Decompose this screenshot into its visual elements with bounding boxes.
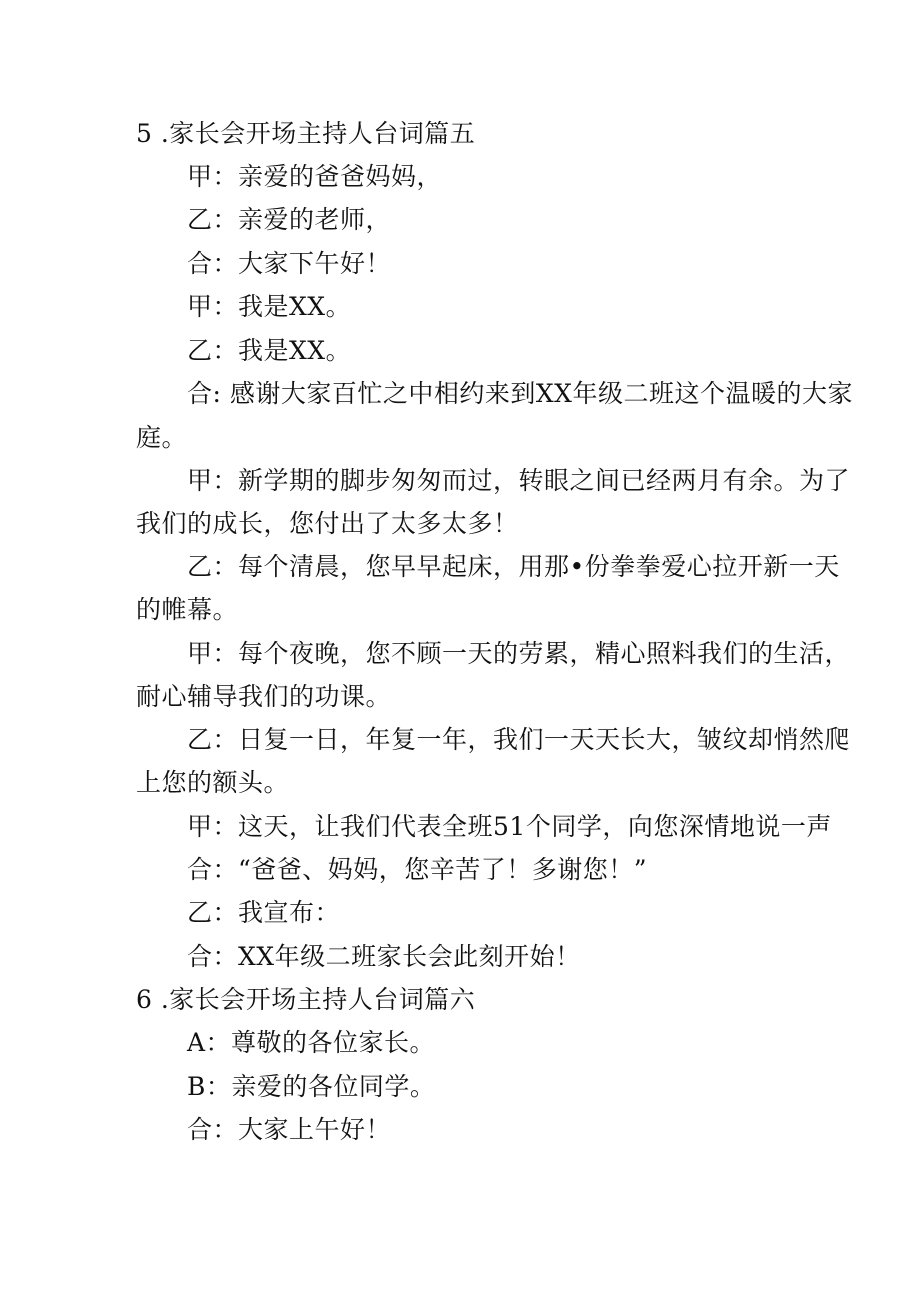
dialogue-line-continuation: 上您的额头。 (136, 768, 290, 797)
dialogue-line: B：亲爱的各位同学。 (187, 1072, 436, 1101)
dialogue-line-continuation: 庭。 (136, 423, 188, 452)
dialogue-line: 合：“爸爸、妈妈，您辛苦了！多谢您！” (187, 855, 648, 884)
dialogue-line: 合：大家上午好！ (187, 1115, 392, 1144)
dialogue-line: 甲：每个夜晚，您不顾一天的劳累，精心照料我们的生活， (187, 639, 851, 668)
dialogue-line: 甲：新学期的脚步匆匆而过，转眼之间已经两月有余。为了 (187, 466, 851, 495)
dialogue-line: 乙：每个清晨，您早早起床，用那•份拳拳爱心拉开新一天 (187, 552, 840, 581)
dialogue-line: 乙：我是XX。 (187, 336, 352, 365)
dialogue-line-continuation: 耐心辅导我们的功课。 (136, 682, 392, 711)
dialogue-line: 合：XX年级二班家长会此刻开始！ (187, 942, 581, 971)
dialogue-line: 甲：我是XX。 (187, 292, 352, 321)
dialogue-line: 甲：亲爱的爸爸妈妈， (187, 162, 443, 191)
dialogue-line: 乙：亲爱的老师， (187, 205, 392, 234)
dialogue-line: 合: 感谢大家百忙之中相约来到XX年级二班这个温暖的大家 (187, 379, 853, 408)
dialogue-line: 合：大家下午好！ (187, 249, 392, 278)
section-heading-5: 5 .家长会开场主持人台词篇五 (136, 119, 476, 148)
dialogue-line: 甲：这天，让我们代表全班51个同学，向您深情地说一声 (187, 812, 832, 841)
section-heading-6: 6 .家长会开场主持人台词篇六 (136, 985, 476, 1014)
dialogue-line-continuation: 我们的成长，您付出了太多太多！ (136, 509, 519, 538)
dialogue-line: 乙：我宣布： (187, 898, 341, 927)
dialogue-line: 乙：日复一日，年复一年，我们一天天长大，皱纹却悄然爬 (187, 725, 851, 754)
dialogue-line-continuation: 的帷幕。 (136, 595, 239, 624)
dialogue-line: A：尊敬的各位家长。 (187, 1028, 436, 1057)
